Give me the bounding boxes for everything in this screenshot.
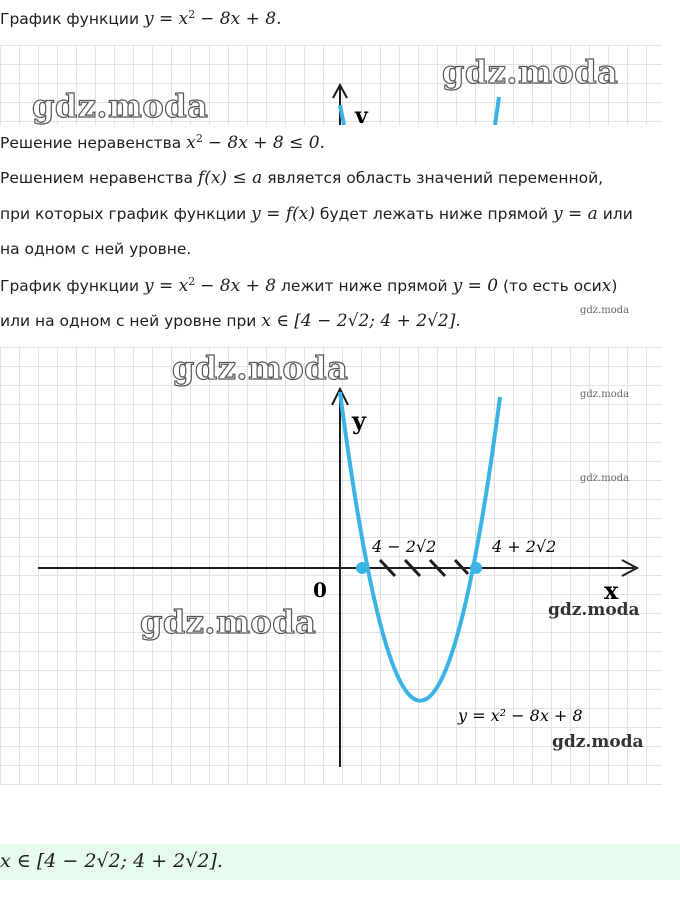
curve-fragment bbox=[495, 97, 499, 125]
watermark: gdz.moda bbox=[172, 349, 349, 387]
watermark-dark: gdz.moda bbox=[548, 600, 640, 620]
y-axis-label: y bbox=[352, 406, 366, 435]
top-graph-svg bbox=[0, 45, 662, 125]
function-label: y = x² − 8x + 8 bbox=[458, 706, 583, 725]
watermark-small: gdz.moda bbox=[580, 389, 630, 400]
intro-line: График функции $y = x^2 - 8x + 8$. bbox=[0, 8, 282, 30]
explanation-line-1: Решением неравенства f(x) ≤ a является область значений переменной, bbox=[0, 168, 604, 188]
main-graph bbox=[0, 347, 662, 785]
right-root-point bbox=[470, 562, 482, 574]
left-root-label: 4 − 2√2 bbox=[372, 537, 437, 556]
y-axis-label: v bbox=[355, 103, 368, 125]
watermark-small: gdz.moda bbox=[580, 473, 630, 484]
answer-text: x ∈ [4 − 2√2; 4 + 2√2]. bbox=[0, 850, 223, 872]
explanation-line-4: График функции $y = x^2 - 8x + 8$ лежит ниже прямой y = 0 (то есть осиx) bbox=[0, 275, 618, 297]
right-root-label: 4 + 2√2 bbox=[492, 537, 557, 556]
watermark: gdz.moda bbox=[442, 53, 619, 91]
origin-label: 0 bbox=[313, 578, 327, 602]
left-root-point bbox=[356, 562, 368, 574]
watermark-small: gdz.moda bbox=[580, 305, 630, 316]
watermark: gdz.moda bbox=[140, 603, 317, 641]
answer-box bbox=[0, 844, 680, 880]
inequality-line: Решение неравенства $x^2 - 8x + 8 \le 0$. bbox=[0, 132, 325, 154]
top-graph-fragment bbox=[0, 45, 662, 125]
explanation-line-3: на одном с ней уровне. bbox=[0, 240, 192, 258]
explanation-line-2: при которых график функции y = f(x) будет лежать ниже прямой y = a или bbox=[0, 204, 633, 224]
graph-svg bbox=[0, 347, 662, 785]
x-axis-label: x bbox=[604, 576, 619, 605]
watermark-dark: gdz.moda bbox=[552, 732, 644, 752]
watermark: gdz.moda bbox=[32, 87, 209, 125]
explanation-line-5: или на одном с ней уровне при x ∈ [4 − 2√2; 4 + 2√2]. bbox=[0, 311, 461, 331]
